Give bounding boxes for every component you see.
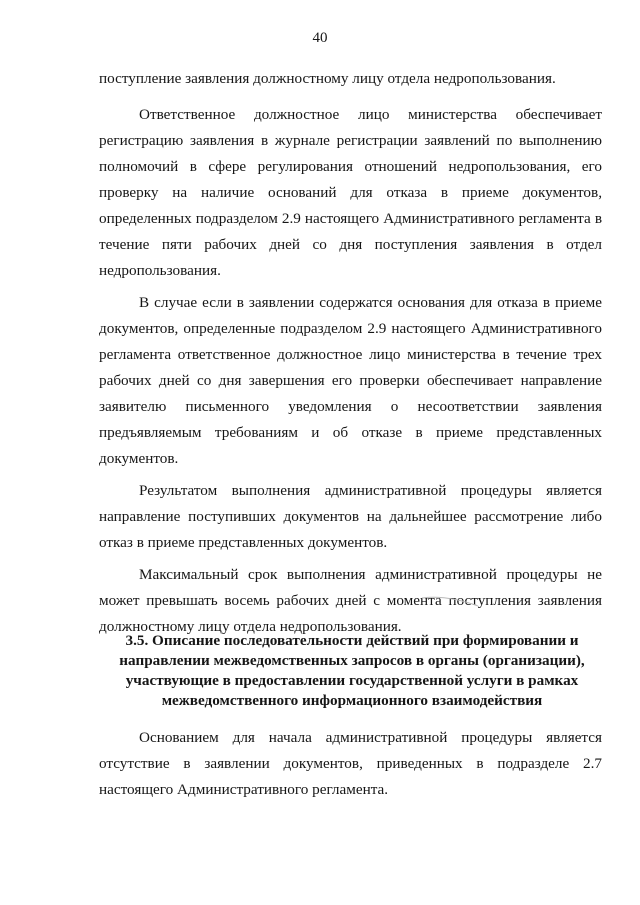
section-heading <box>112 631 592 711</box>
paragraph-continuation: поступление заявления должностному лицу отдела недропользования. <box>99 70 556 87</box>
body-text-bottom <box>99 725 602 803</box>
page-number: 40 <box>312 30 328 46</box>
paragraph-max-term: Максимальный срок выполнения административной процедуры не может превышать восемь рабочих дней с момента поступления заявления должностному лицу отдела недропользования. <box>99 566 602 635</box>
paragraph-result: Результатом выполнения административной процедуры является направление поступивших документов на дальнейшее рассмотрение либо отказ в приеме представленных документов. <box>99 482 602 551</box>
section-heading-line: 3.5. Описание последовательности действий при формировании и <box>125 632 579 649</box>
section-heading-line: участвующие в предоставлении государственной услуги в рамках <box>125 672 579 689</box>
paragraph-registration: Ответственное должностное лицо министерства обеспечивает регистрацию заявления в журнале регистрации заявлений по выполнению полномочий в сфере регулирования отношений недропользования, его проверку на наличие оснований для отказа в приеме документов, определенных подразделом 2.9 настоящего Административного регламента в течение пяти рабочих дней со дня поступления заявления в отдел недропользования. <box>99 106 602 279</box>
section-heading-line: направлении межведомственных запросов в органы (организации), <box>119 652 585 669</box>
section-heading-line: межведомственного информационного взаимодействия <box>161 692 543 709</box>
paragraph-refusal-grounds: В случае если в заявлении содержатся основания для отказа в приеме документов, определенные подразделом 2.9 настоящего Административного регламента ответственное должностное лицо министерства в течение трех рабочих дней со дня завершения его проверки обеспечивает направление заявителю письменного уведомления о несоответствии заявления предъявляемым требованиям и об отказе в приеме представленных документов. <box>99 294 602 467</box>
pen-stroke-mark <box>420 594 480 608</box>
body-text-top <box>99 66 602 640</box>
paragraph-basis: Основанием для начала административной процедуры является отсутствие в заявлении документов, приведенных в подразделе 2.7 настоящего Административного регламента. <box>99 729 602 798</box>
